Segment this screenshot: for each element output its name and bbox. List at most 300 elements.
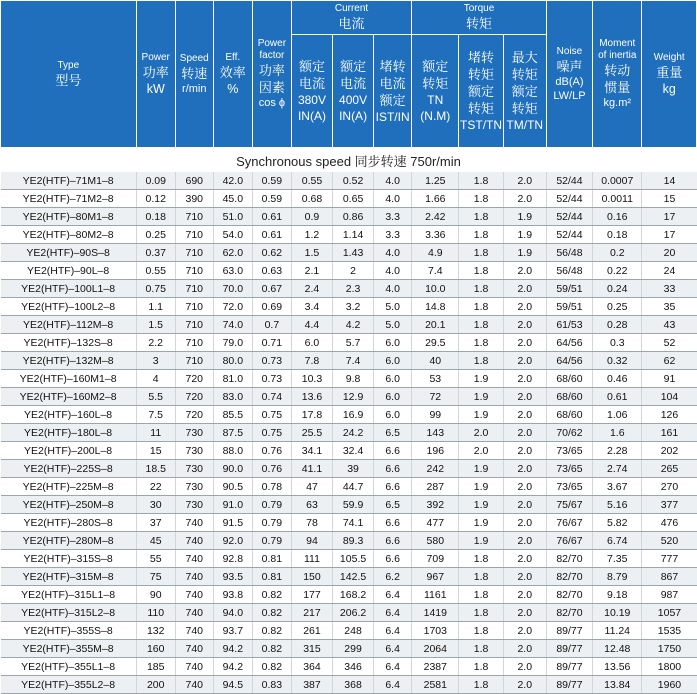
cell-pf: 0.76 xyxy=(252,460,291,478)
power-factor-header: Power factor 功率 因素 cos ϕ xyxy=(252,1,291,148)
cell-power: 132 xyxy=(136,622,175,640)
cell-tn: 72 xyxy=(412,388,459,406)
cell-cur400: 12.9 xyxy=(333,388,374,406)
cell-eff: 94.0 xyxy=(213,604,252,622)
cell-eff: 79.0 xyxy=(213,334,252,352)
cell-speed: 710 xyxy=(175,334,213,352)
cell-cur380: 364 xyxy=(291,658,332,676)
cell-tst: 1.8 xyxy=(459,586,503,604)
cell-tn: 242 xyxy=(412,460,459,478)
cell-locked: 6.0 xyxy=(374,406,412,424)
cell-pf: 0.79 xyxy=(252,514,291,532)
cell-tm: 2.0 xyxy=(503,460,546,478)
cell-locked: 6.0 xyxy=(374,352,412,370)
cell-locked: 3.3 xyxy=(374,226,412,244)
cell-pf: 0.67 xyxy=(252,280,291,298)
noise-header: Noise 噪声 dB(A) LW/LP xyxy=(546,1,592,148)
cell-tst: 1.8 xyxy=(459,262,503,280)
cell-pf: 0.7 xyxy=(252,316,291,334)
cell-locked: 4.0 xyxy=(374,172,412,190)
cell-noise: 76/67 xyxy=(546,532,592,550)
cell-noise: 59/51 xyxy=(546,298,592,316)
cell-noise: 89/77 xyxy=(546,640,592,658)
cell-noise: 61/53 xyxy=(546,316,592,334)
cell-pf: 0.73 xyxy=(252,352,291,370)
cell-cur400: 4.2 xyxy=(333,316,374,334)
cell-type: YE2(HTF)–90S–8 xyxy=(1,244,137,262)
cell-noise: 82/70 xyxy=(546,586,592,604)
cell-tst: 1.8 xyxy=(459,172,503,190)
cell-speed: 730 xyxy=(175,424,213,442)
cell-cur380: 2.1 xyxy=(291,262,332,280)
cell-speed: 740 xyxy=(175,658,213,676)
cell-weight: 265 xyxy=(642,460,697,478)
cell-eff: 93.7 xyxy=(213,622,252,640)
cell-tm: 2.0 xyxy=(503,586,546,604)
cell-noise: 64/56 xyxy=(546,334,592,352)
cell-tm: 2.0 xyxy=(503,406,546,424)
cell-pf: 0.71 xyxy=(252,334,291,352)
cell-tn: 287 xyxy=(412,478,459,496)
cell-cur380: 1.5 xyxy=(291,244,332,262)
table-row xyxy=(1,532,697,550)
cell-tn: 1.25 xyxy=(412,172,459,190)
cell-type: YE2(HTF)–355L1–8 xyxy=(1,658,137,676)
cell-tn: 392 xyxy=(412,496,459,514)
cell-weight: 1057 xyxy=(642,604,697,622)
cell-power: 0.55 xyxy=(136,262,175,280)
cell-cur380: 41.1 xyxy=(291,460,332,478)
cell-type: YE2(HTF)–80M1–8 xyxy=(1,208,137,226)
cell-power: 37 xyxy=(136,514,175,532)
table-row xyxy=(1,460,697,478)
cell-pf: 0.62 xyxy=(252,244,291,262)
cell-type: YE2(HTF)–225M–8 xyxy=(1,478,137,496)
cell-type: YE2(HTF)–132M–8 xyxy=(1,352,137,370)
table-row xyxy=(1,514,697,532)
cell-locked: 6.6 xyxy=(374,532,412,550)
cell-cur400: 89.3 xyxy=(333,532,374,550)
cell-cur380: 94 xyxy=(291,532,332,550)
cell-inertia: 13.84 xyxy=(593,676,642,694)
cell-tst: 1.9 xyxy=(459,406,503,424)
cell-pf: 0.61 xyxy=(252,208,291,226)
cell-locked: 6.4 xyxy=(374,622,412,640)
cell-speed: 720 xyxy=(175,388,213,406)
table-row xyxy=(1,280,697,298)
cell-tm: 2.0 xyxy=(503,568,546,586)
cell-power: 90 xyxy=(136,586,175,604)
cell-inertia: 7.35 xyxy=(593,550,642,568)
cell-pf: 0.82 xyxy=(252,640,291,658)
cell-eff: 74.0 xyxy=(213,316,252,334)
cell-speed: 710 xyxy=(175,280,213,298)
cell-weight: 33 xyxy=(642,280,697,298)
cell-eff: 92.0 xyxy=(213,532,252,550)
cell-cur380: 387 xyxy=(291,676,332,694)
cell-power: 1.1 xyxy=(136,298,175,316)
cell-inertia: 0.2 xyxy=(593,244,642,262)
cell-pf: 0.78 xyxy=(252,478,291,496)
cell-cur380: 177 xyxy=(291,586,332,604)
cell-weight: 1800 xyxy=(642,658,697,676)
cell-inertia: 8.79 xyxy=(593,568,642,586)
efficiency-header: Eff. 效率 % xyxy=(213,1,252,148)
cell-weight: 43 xyxy=(642,316,697,334)
cell-power: 0.75 xyxy=(136,280,175,298)
cell-pf: 0.82 xyxy=(252,622,291,640)
cell-tn: 196 xyxy=(412,442,459,460)
table-row xyxy=(1,622,697,640)
cell-tm: 2.0 xyxy=(503,262,546,280)
cell-speed: 740 xyxy=(175,514,213,532)
cell-tn: 3.36 xyxy=(412,226,459,244)
cell-inertia: 2.28 xyxy=(593,442,642,460)
cell-inertia: 0.25 xyxy=(593,298,642,316)
cell-inertia: 1.6 xyxy=(593,424,642,442)
table-row xyxy=(1,676,697,694)
cell-tn: 29.5 xyxy=(412,334,459,352)
cell-power: 110 xyxy=(136,604,175,622)
cell-noise: 70/62 xyxy=(546,424,592,442)
cell-cur380: 10.3 xyxy=(291,370,332,388)
cell-power: 11 xyxy=(136,424,175,442)
cell-power: 30 xyxy=(136,496,175,514)
cell-tst: 1.8 xyxy=(459,622,503,640)
table-row xyxy=(1,334,697,352)
table-row xyxy=(1,496,697,514)
cell-eff: 42.0 xyxy=(213,172,252,190)
cell-speed: 720 xyxy=(175,370,213,388)
cell-tm: 2.0 xyxy=(503,172,546,190)
cell-noise: 52/44 xyxy=(546,208,592,226)
cell-pf: 0.79 xyxy=(252,496,291,514)
cell-tm: 2.0 xyxy=(503,640,546,658)
cell-pf: 0.61 xyxy=(252,226,291,244)
cell-eff: 83.0 xyxy=(213,388,252,406)
cell-noise: 73/65 xyxy=(546,478,592,496)
table-row xyxy=(1,262,697,280)
cell-cur400: 32.4 xyxy=(333,442,374,460)
cell-tm: 1.9 xyxy=(503,208,546,226)
cell-type: YE2(HTF)–355L2–8 xyxy=(1,676,137,694)
table-row xyxy=(1,550,697,568)
cell-eff: 63.0 xyxy=(213,262,252,280)
cell-weight: 91 xyxy=(642,370,697,388)
cell-tm: 2.0 xyxy=(503,622,546,640)
cell-speed: 710 xyxy=(175,298,213,316)
cell-tst: 1.9 xyxy=(459,478,503,496)
cell-cur400: 44.7 xyxy=(333,478,374,496)
cell-eff: 94.2 xyxy=(213,640,252,658)
cell-weight: 15 xyxy=(642,190,697,208)
cell-noise: 89/77 xyxy=(546,622,592,640)
cell-inertia: 0.24 xyxy=(593,280,642,298)
cell-noise: 82/70 xyxy=(546,568,592,586)
cell-type: YE2(HTF)–180L–8 xyxy=(1,424,137,442)
cell-eff: 94.2 xyxy=(213,658,252,676)
cell-pf: 0.82 xyxy=(252,604,291,622)
cell-tm: 1.9 xyxy=(503,244,546,262)
cell-power: 200 xyxy=(136,676,175,694)
current-400v-header: 额定 电流 400V IN(A) xyxy=(333,35,374,148)
table-row xyxy=(1,190,697,208)
cell-cur380: 0.55 xyxy=(291,172,332,190)
cell-weight: 777 xyxy=(642,550,697,568)
cell-tm: 2.0 xyxy=(503,550,546,568)
cell-cur400: 105.5 xyxy=(333,550,374,568)
cell-pf: 0.59 xyxy=(252,190,291,208)
cell-inertia: 10.19 xyxy=(593,604,642,622)
cell-weight: 17 xyxy=(642,226,697,244)
cell-type: YE2(HTF)–315M–8 xyxy=(1,568,137,586)
cell-locked: 6.4 xyxy=(374,640,412,658)
cell-power: 18.5 xyxy=(136,460,175,478)
cell-eff: 88.0 xyxy=(213,442,252,460)
cell-type: YE2(HTF)–100L1–8 xyxy=(1,280,137,298)
cell-locked: 6.5 xyxy=(374,424,412,442)
cell-inertia: 6.74 xyxy=(593,532,642,550)
cell-power: 0.12 xyxy=(136,190,175,208)
weight-header: Weight 重量 kg xyxy=(642,1,697,148)
table-row xyxy=(1,406,697,424)
cell-cur400: 0.86 xyxy=(333,208,374,226)
cell-cur400: 206.2 xyxy=(333,604,374,622)
cell-type: YE2(HTF)–250M–8 xyxy=(1,496,137,514)
cell-tn: 1419 xyxy=(412,604,459,622)
table-body xyxy=(1,148,697,694)
table-row xyxy=(1,640,697,658)
cell-weight: 867 xyxy=(642,568,697,586)
cell-weight: 520 xyxy=(642,532,697,550)
cell-locked: 6.0 xyxy=(374,388,412,406)
cell-noise: 52/44 xyxy=(546,172,592,190)
cell-tst: 1.8 xyxy=(459,352,503,370)
cell-inertia: 12.48 xyxy=(593,640,642,658)
cell-locked: 6.2 xyxy=(374,568,412,586)
cell-eff: 81.0 xyxy=(213,370,252,388)
cell-tn: 2581 xyxy=(412,676,459,694)
cell-tst: 1.8 xyxy=(459,298,503,316)
cell-speed: 710 xyxy=(175,226,213,244)
cell-power: 4 xyxy=(136,370,175,388)
cell-speed: 740 xyxy=(175,532,213,550)
cell-inertia: 0.16 xyxy=(593,208,642,226)
cell-tst: 1.9 xyxy=(459,532,503,550)
table-row xyxy=(1,226,697,244)
cell-noise: 52/44 xyxy=(546,190,592,208)
cell-speed: 710 xyxy=(175,262,213,280)
cell-type: YE2(HTF)–100L2–8 xyxy=(1,298,137,316)
cell-cur380: 0.68 xyxy=(291,190,332,208)
cell-inertia: 0.3 xyxy=(593,334,642,352)
cell-type: YE2(HTF)–112M–8 xyxy=(1,316,137,334)
cell-noise: 89/77 xyxy=(546,658,592,676)
cell-weight: 20 xyxy=(642,244,697,262)
cell-locked: 6.6 xyxy=(374,478,412,496)
cell-tm: 2.0 xyxy=(503,280,546,298)
table-row xyxy=(1,658,697,676)
cell-tst: 1.8 xyxy=(459,316,503,334)
cell-tst: 2.0 xyxy=(459,442,503,460)
cell-cur380: 47 xyxy=(291,478,332,496)
cell-tst: 1.9 xyxy=(459,370,503,388)
cell-speed: 710 xyxy=(175,208,213,226)
cell-pf: 0.83 xyxy=(252,676,291,694)
cell-inertia: 0.46 xyxy=(593,370,642,388)
cell-locked: 6.0 xyxy=(374,334,412,352)
cell-eff: 85.5 xyxy=(213,406,252,424)
cell-type: YE2(HTF)–355S–8 xyxy=(1,622,137,640)
current-group-header: Current 电流 xyxy=(291,1,411,35)
cell-tst: 1.8 xyxy=(459,568,503,586)
cell-tst: 1.8 xyxy=(459,190,503,208)
cell-tn: 40 xyxy=(412,352,459,370)
cell-inertia: 0.28 xyxy=(593,316,642,334)
cell-tm: 1.9 xyxy=(503,226,546,244)
cell-speed: 720 xyxy=(175,406,213,424)
cell-eff: 80.0 xyxy=(213,352,252,370)
cell-locked: 6.6 xyxy=(374,460,412,478)
cell-locked: 4.0 xyxy=(374,280,412,298)
cell-noise: 89/77 xyxy=(546,676,592,694)
cell-inertia: 2.74 xyxy=(593,460,642,478)
cell-tst: 1.9 xyxy=(459,388,503,406)
cell-cur400: 39 xyxy=(333,460,374,478)
cell-noise: 64/56 xyxy=(546,352,592,370)
cell-speed: 730 xyxy=(175,442,213,460)
cell-eff: 91.0 xyxy=(213,496,252,514)
rated-torque-header: 额定 转矩 TN (N.M) xyxy=(412,35,459,148)
cell-power: 1.5 xyxy=(136,316,175,334)
cell-noise: 82/70 xyxy=(546,604,592,622)
cell-cur380: 63 xyxy=(291,496,332,514)
cell-inertia: 5.16 xyxy=(593,496,642,514)
cell-power: 160 xyxy=(136,640,175,658)
cell-power: 7.5 xyxy=(136,406,175,424)
cell-pf: 0.81 xyxy=(252,550,291,568)
power-header: Power 功率 kW xyxy=(136,1,175,148)
cell-speed: 690 xyxy=(175,172,213,190)
cell-type: YE2(HTF)–200L–8 xyxy=(1,442,137,460)
cell-noise: 56/48 xyxy=(546,262,592,280)
cell-inertia: 0.0011 xyxy=(593,190,642,208)
cell-speed: 740 xyxy=(175,568,213,586)
cell-pf: 0.82 xyxy=(252,658,291,676)
cell-type: YE2(HTF)–315L1–8 xyxy=(1,586,137,604)
cell-pf: 0.59 xyxy=(252,172,291,190)
cell-power: 0.37 xyxy=(136,244,175,262)
cell-cur380: 17.8 xyxy=(291,406,332,424)
table-header xyxy=(1,1,697,148)
cell-cur380: 78 xyxy=(291,514,332,532)
cell-tn: 1.66 xyxy=(412,190,459,208)
cell-pf: 0.63 xyxy=(252,262,291,280)
cell-cur400: 142.5 xyxy=(333,568,374,586)
cell-locked: 5.0 xyxy=(374,298,412,316)
cell-pf: 0.74 xyxy=(252,388,291,406)
cell-tn: 99 xyxy=(412,406,459,424)
cell-inertia: 3.67 xyxy=(593,478,642,496)
cell-cur380: 315 xyxy=(291,640,332,658)
cell-locked: 6.4 xyxy=(374,676,412,694)
cell-noise: 73/65 xyxy=(546,442,592,460)
table-row xyxy=(1,568,697,586)
cell-eff: 93.8 xyxy=(213,586,252,604)
cell-cur400: 2.3 xyxy=(333,280,374,298)
cell-speed: 730 xyxy=(175,460,213,478)
cell-weight: 476 xyxy=(642,514,697,532)
cell-cur380: 150 xyxy=(291,568,332,586)
table-row xyxy=(1,208,697,226)
cell-power: 3 xyxy=(136,352,175,370)
cell-tm: 2.0 xyxy=(503,352,546,370)
cell-weight: 104 xyxy=(642,388,697,406)
cell-locked: 6.6 xyxy=(374,550,412,568)
cell-weight: 126 xyxy=(642,406,697,424)
cell-type: YE2(HTF)–280S–8 xyxy=(1,514,137,532)
cell-power: 5.5 xyxy=(136,388,175,406)
cell-speed: 710 xyxy=(175,316,213,334)
cell-eff: 87.5 xyxy=(213,424,252,442)
cell-cur400: 5.7 xyxy=(333,334,374,352)
cell-tst: 1.8 xyxy=(459,658,503,676)
cell-noise: 52/44 xyxy=(546,226,592,244)
cell-tst: 1.8 xyxy=(459,676,503,694)
cell-power: 0.09 xyxy=(136,172,175,190)
cell-weight: 52 xyxy=(642,334,697,352)
cell-tm: 2.0 xyxy=(503,478,546,496)
cell-tst: 1.8 xyxy=(459,550,503,568)
cell-noise: 82/70 xyxy=(546,550,592,568)
cell-cur400: 0.52 xyxy=(333,172,374,190)
cell-eff: 54.0 xyxy=(213,226,252,244)
cell-inertia: 0.0007 xyxy=(593,172,642,190)
cell-cur400: 0.65 xyxy=(333,190,374,208)
cell-pf: 0.75 xyxy=(252,406,291,424)
cell-type: YE2(HTF)–225S–8 xyxy=(1,460,137,478)
cell-tm: 2.0 xyxy=(503,532,546,550)
cell-type: YE2(HTF)–71M2–8 xyxy=(1,190,137,208)
cell-type: YE2(HTF)–315S–8 xyxy=(1,550,137,568)
cell-tst: 2.0 xyxy=(459,424,503,442)
cell-power: 2.2 xyxy=(136,334,175,352)
cell-tm: 2.0 xyxy=(503,442,546,460)
cell-tm: 2.0 xyxy=(503,658,546,676)
cell-cur400: 368 xyxy=(333,676,374,694)
cell-locked: 3.3 xyxy=(374,208,412,226)
cell-inertia: 0.32 xyxy=(593,352,642,370)
cell-eff: 72.0 xyxy=(213,298,252,316)
cell-tn: 2.42 xyxy=(412,208,459,226)
cell-tn: 2064 xyxy=(412,640,459,658)
cell-tn: 1161 xyxy=(412,586,459,604)
cell-inertia: 11.24 xyxy=(593,622,642,640)
cell-type: YE2(HTF)–160L–8 xyxy=(1,406,137,424)
cell-cur380: 25.5 xyxy=(291,424,332,442)
cell-power: 55 xyxy=(136,550,175,568)
cell-tn: 4.9 xyxy=(412,244,459,262)
cell-speed: 710 xyxy=(175,352,213,370)
cell-cur380: 261 xyxy=(291,622,332,640)
cell-noise: 68/60 xyxy=(546,370,592,388)
cell-pf: 0.79 xyxy=(252,532,291,550)
cell-cur380: 2.4 xyxy=(291,280,332,298)
max-torque-header: 最大 转矩 额定 转矩 TM/TN xyxy=(503,35,546,148)
torque-group-header: Torque 转矩 xyxy=(412,1,547,35)
cell-weight: 1960 xyxy=(642,676,697,694)
table-row xyxy=(1,370,697,388)
